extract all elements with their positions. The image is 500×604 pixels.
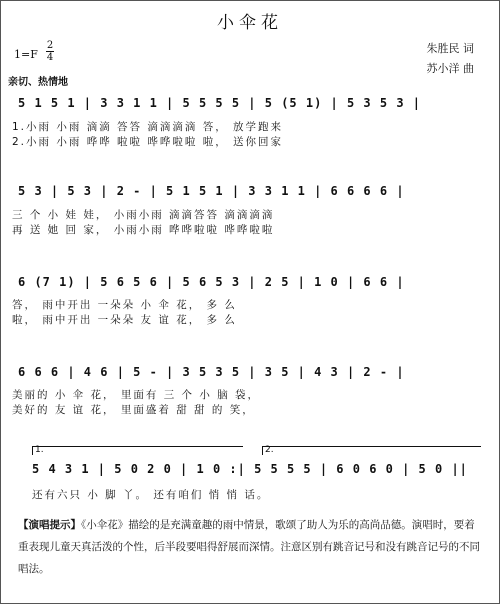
lyric-line-4-verse-1: 美丽的 小 伞 花， 里面有 三 个 小 脑 袋，: [12, 389, 261, 401]
notation-line-5: 5 4 3 1 | 5 0 2 0 | 1 0 :| 5 5 5 5 | 6 0 6 0 | 5 0 ||: [32, 462, 468, 476]
lyric-line-1-verse-1: 1.小雨 小雨 滴滴 答答 滴滴滴滴 答， 放学跑来: [12, 121, 284, 133]
performance-tip-text: 《小伞花》描绘的是充满童趣的雨中情景，歌颂了助人为乐的高尚品德。演唱时，要着重表现儿童天真活泼的个性，后半段要唱得舒展而深情。注意区别有跳音记号和没有跳音记号的不同唱法。: [18, 519, 480, 575]
lyric-line-2-verse-1: 三 个 小 娃 娃， 小雨小雨 滴滴答答 滴滴滴滴: [12, 209, 275, 221]
performance-tip-heading: 【演唱提示】: [18, 519, 81, 531]
key-signature: 1=F: [14, 48, 38, 61]
first-ending-label: 1.: [35, 445, 44, 455]
time-signature-bottom: 4: [46, 52, 54, 63]
second-ending-bracket: [262, 446, 481, 455]
lyric-line-3-verse-2: 啦， 雨中开出 一朵朵 友 谊 花， 多 么: [12, 314, 237, 326]
time-signature-top: 2: [46, 40, 54, 51]
lyric-line-4-verse-2: 美好的 友 谊 花， 里面盛着 甜 甜 的 笑，: [12, 404, 255, 416]
notation-line-4: 6 6 6 | 4 6 | 5 - | 3 5 3 5 | 3 5 | 4 3 | 2 - |: [18, 365, 405, 379]
notation-line-2: 5 3 | 5 3 | 2 - | 5 1 5 1 | 3 3 1 1 | 6 6 6 6 |: [18, 184, 405, 198]
expression-marking: 亲切、热情地: [8, 77, 68, 88]
lyric-line-5: 还有六只 小 脚 丫。 还有咱们 悄 悄 话。: [32, 489, 270, 501]
time-signature: [46, 40, 54, 63]
first-ending-bracket: [32, 446, 243, 455]
lyric-line-3-verse-1: 答， 雨中开出 一朵朵 小 伞 花， 多 么: [12, 299, 237, 311]
song-title: 小伞花: [217, 13, 283, 33]
notation-line-3: 6 (7 1) | 5 6 5 6 | 5 6 5 3 | 2 5 | 1 0 | 6 6 |: [18, 275, 405, 289]
performance-tip: [18, 514, 484, 580]
lyric-line-2-verse-2: 再 送 她 回 家， 小雨小雨 哗哗啦啦 哗哗啦啦: [12, 224, 275, 236]
second-ending-label: 2.: [265, 445, 274, 455]
notation-line-1: 5 1 5 1 | 3 3 1 1 | 5 5 5 5 | 5 (5 1) | 5 3 5 3 |: [18, 96, 422, 110]
lyricist-credit: 朱胜民 词: [426, 42, 474, 55]
composer-credit: 苏小洋 曲: [426, 62, 474, 75]
lyric-line-1-verse-2: 2.小雨 小雨 哗哗 啦啦 哗哗啦啦 啦， 送你回家: [12, 136, 284, 148]
